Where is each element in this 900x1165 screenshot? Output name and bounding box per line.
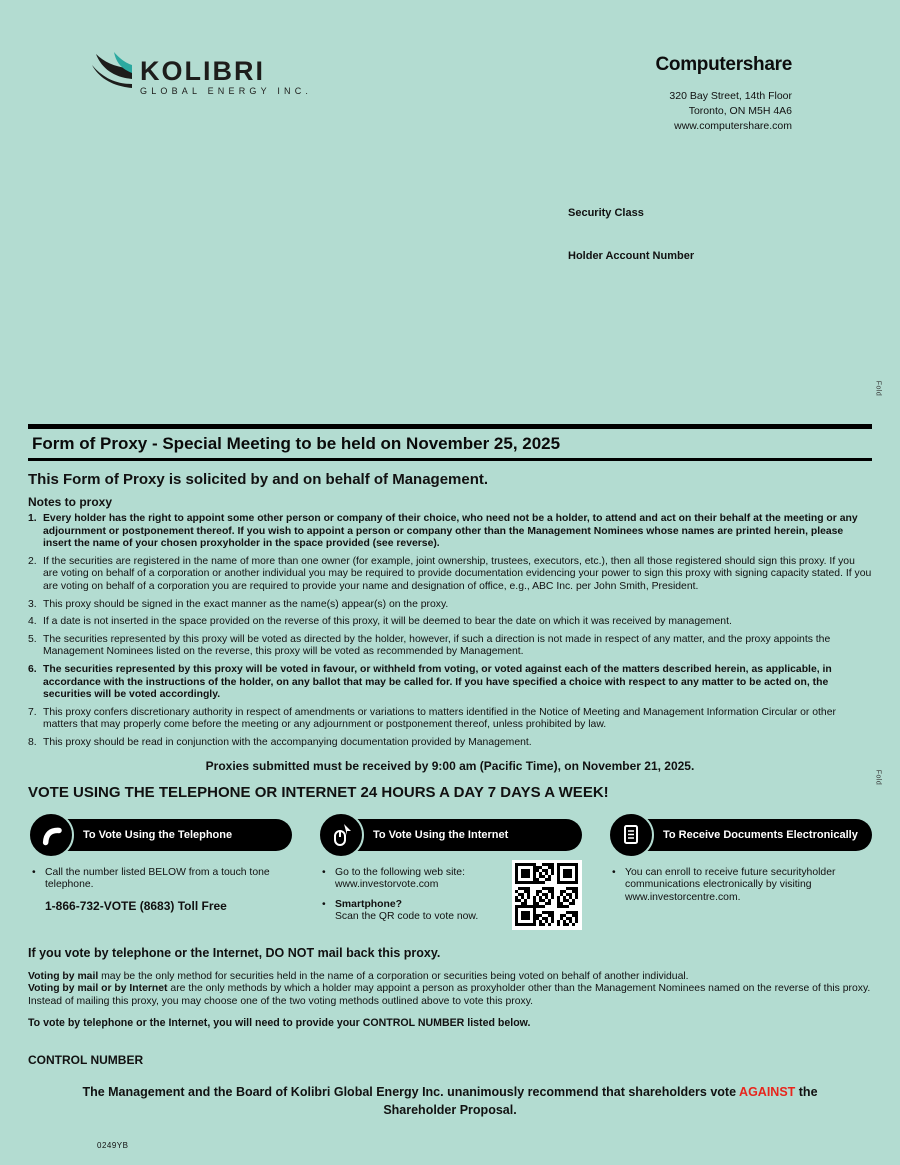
method-internet bbox=[318, 812, 582, 931]
fold-marker-top: Fold bbox=[874, 380, 882, 397]
note-item: 8. This proxy should be read in conjunction with the accompanying documentation provided by Management. bbox=[28, 736, 532, 748]
kolibri-tagline: GLOBAL ENERGY INC. bbox=[140, 85, 313, 96]
form-code: 0249YB bbox=[97, 1141, 129, 1150]
telephone-bullet: • Call the number listed BELOW from a touch tone telephone. bbox=[32, 866, 270, 890]
voting-by-mail-or-internet-para: Voting by mail or by Internet are the only methods by which a holder may appoint a person as proxyholder other than the Management Nominees named on the reverse of this proxy. Instead of mailing this proxy, you may choose one of the two voting methods outlined above to vote this proxy. bbox=[28, 983, 871, 1008]
against-highlight: AGAINST bbox=[739, 1084, 796, 1099]
investorvote-url: www.investorvote.com bbox=[335, 879, 439, 890]
kolibri-logo bbox=[90, 50, 312, 103]
solicitation-heading: This Form of Proxy is solicited by and on behalf of Management. bbox=[28, 471, 489, 488]
address-line-2: Toronto, ON M5H 4A6 bbox=[688, 105, 792, 117]
method-electronic-documents bbox=[608, 812, 872, 931]
qr-code bbox=[512, 860, 582, 930]
voting-by-mail-para: Voting by mail may be the only method for securities held in the name of a corporation or securities being voted on behalf of another individual. bbox=[28, 970, 689, 982]
electronic-method-header: To Receive Documents Electronically bbox=[630, 819, 872, 851]
internet-bullet-website: • Go to the following web site: www.investorvote.com bbox=[322, 866, 465, 890]
document-icon bbox=[608, 812, 654, 858]
notes-list bbox=[28, 513, 872, 750]
electronic-bullet: • You can enroll to receive future securityholder communications electronically by visiting www.investorcentre.com. bbox=[612, 866, 836, 903]
address-line-1: 320 Bay Street, 14th Floor bbox=[669, 90, 792, 102]
note-item: 5. The securities represented by this proxy will be voted as directed by the holder, however, if such a direction is not made in respect of any matter, and the proxy appoints the Management Nominees listed on the reverse, this proxy will be voted as recommended by Management. bbox=[28, 633, 831, 658]
vote-methods bbox=[28, 812, 872, 931]
note-item: 1. Every holder has the right to appoint some other person or company of their choice, who need not be a holder, to attend and act on their behalf at the meeting or any adjournment or postponement thereof. If you wish to appoint a person or company other than the Management Nominees whose names are printed herein, please insert the name of your chosen proxyholder in the space provided (see reverse). bbox=[28, 513, 858, 550]
do-not-mail-notice: If you vote by telephone or the Internet, DO NOT mail back this proxy. bbox=[28, 945, 441, 960]
notes-heading: Notes to proxy bbox=[28, 495, 113, 509]
note-item: 7. This proxy confers discretionary authority in respect of amendments or variations to matters identified in the Notice of Meeting and Management Information Circular or other matters that may properly come before the meeting or any adjournment or postponement thereof, unless prohibited by law. bbox=[28, 706, 836, 731]
note-item: 4. If a date is not inserted in the space provided on the reverse of this proxy, it will be deemed to bear the date on which it was received by management. bbox=[28, 616, 732, 628]
note-item: 2. If the securities are registered in the name of more than one owner (for example, joint ownership, trustees, executors, etc.), then all those registered should sign this proxy. If you are voting on behalf of a corporation or another individual you may be required to provide documentation evidencing your power to sign this proxy with signing capacity stated. If you are voting on behalf of a corporation you are required to provide your name and designation of office, e.g., ABC Inc. per John Smith, President. bbox=[28, 555, 872, 592]
control-number-label: CONTROL NUMBER bbox=[28, 1052, 144, 1067]
computershare-url: www.computershare.com bbox=[674, 120, 792, 132]
computershare-block bbox=[655, 54, 792, 134]
submission-deadline: Proxies submitted must be received by 9:00 am (Pacific Time), on November 21, 2025. bbox=[205, 758, 695, 773]
holder-account-label: Holder Account Number bbox=[568, 250, 695, 262]
computershare-logo: Computershare bbox=[655, 54, 792, 75]
vote-banner: VOTE USING THE TELEPHONE OR INTERNET 24 HOURS A DAY 7 DAYS A WEEK! bbox=[28, 783, 609, 801]
security-class-label: Security Class bbox=[568, 207, 644, 219]
note-item: 3. This proxy should be signed in the exact manner as the name(s) appear(s) on the proxy. bbox=[28, 598, 449, 610]
kolibri-wordmark: KOLIBRI bbox=[140, 55, 265, 86]
title-underline-rule bbox=[28, 458, 872, 461]
internet-icon bbox=[318, 812, 364, 858]
kolibri-bird-icon bbox=[90, 50, 136, 103]
computershare-address bbox=[655, 89, 792, 134]
board-recommendation: The Management and the Board of Kolibri Global Energy Inc. unanimously recommend that shareholders vote AGAINST the Shareholder Proposal. bbox=[82, 1084, 818, 1117]
telephone-icon bbox=[28, 812, 74, 858]
control-number-note: To vote by telephone or the Internet, you will need to provide your CONTROL NUMBER listed below. bbox=[28, 1016, 531, 1029]
form-title: Form of Proxy - Special Meeting to be held on November 25, 2025 bbox=[32, 434, 561, 453]
note-item: 6. The securities represented by this proxy will be voted in favour, or withheld from voting, or voted against each of the matters described herein, as applicable, in accordance with the instructions of the holder, on any ballot that may be called for. If you have specified a choice with respect to any matter to be acted on, the securities will be voted accordingly. bbox=[28, 663, 832, 701]
internet-bullet-smartphone: • Smartphone? Scan the QR code to vote now. bbox=[322, 898, 479, 922]
toll-free-number: 1-866-732-VOTE (8683) Toll Free bbox=[45, 898, 227, 913]
method-telephone bbox=[28, 812, 292, 931]
fold-marker-bottom: Fold bbox=[874, 769, 882, 786]
telephone-method-header: To Vote Using the Telephone bbox=[50, 819, 292, 851]
form-content bbox=[28, 424, 872, 1119]
internet-method-header: To Vote Using the Internet bbox=[340, 819, 582, 851]
